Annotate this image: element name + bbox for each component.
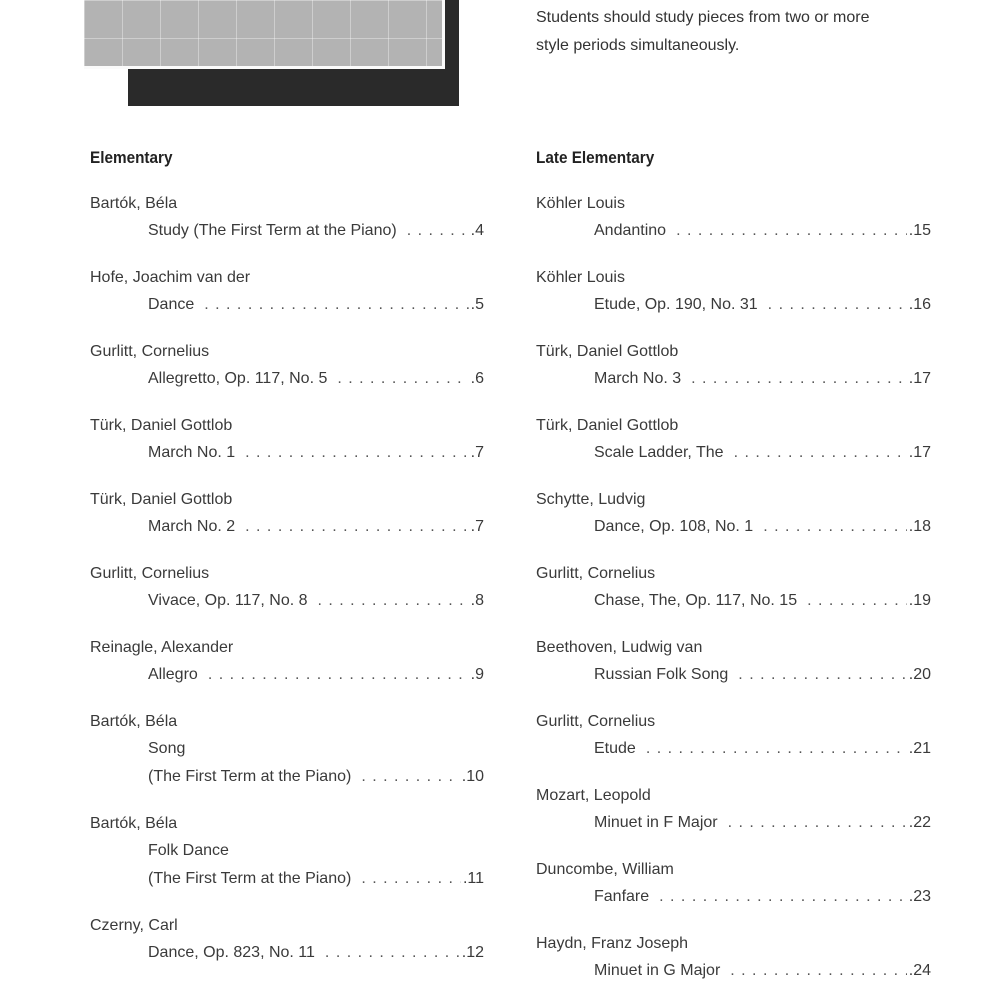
page-number: .5 [470, 296, 484, 313]
toc-entry[interactable] [536, 560, 931, 615]
toc-entry[interactable] [90, 486, 484, 541]
composer-name: Köhler Louis [536, 269, 625, 286]
toc-entry[interactable] [536, 930, 931, 985]
composer-name: Gurlitt, Cornelius [536, 713, 656, 730]
composer-name: Mozart, Leopold [536, 787, 651, 804]
intro-line: style periods simultaneously. [536, 37, 740, 54]
piece-line [536, 735, 931, 763]
toc-entry[interactable] [536, 782, 931, 837]
composer-name: Hofe, Joachim van der [90, 269, 251, 286]
piece-title: Allegro [148, 666, 198, 683]
dot-leader [691, 365, 907, 393]
dot-leader [728, 809, 907, 837]
dot-leader [361, 763, 459, 791]
toc-entry[interactable] [90, 264, 484, 319]
composer-name: Gurlitt, Cornelius [90, 565, 210, 582]
page-number: .21 [908, 740, 931, 757]
page-number: .8 [470, 592, 484, 609]
composer-name: Gurlitt, Cornelius [536, 565, 656, 582]
toc-entry[interactable] [536, 634, 931, 689]
piece-title: Etude, Op. 190, No. 31 [594, 296, 758, 313]
piece-title: March No. 3 [594, 370, 682, 387]
toc-entry[interactable] [536, 412, 931, 467]
dot-leader [325, 939, 460, 967]
piece-line [90, 217, 484, 245]
dot-leader [361, 865, 461, 893]
dot-leader [730, 957, 906, 985]
piece-title: Russian Folk Song [594, 666, 729, 683]
page-number: .7 [470, 444, 484, 461]
toc-entry[interactable] [90, 912, 484, 967]
composer-name: Bartók, Béla [90, 713, 178, 730]
composer-name: Gurlitt, Cornelius [90, 343, 210, 360]
piece-line [536, 439, 931, 467]
piece-line [536, 661, 931, 689]
toc-entry[interactable] [536, 264, 931, 319]
dot-leader [659, 883, 907, 911]
page-number: .20 [908, 666, 931, 683]
intro-line: Students should study pieces from two or more [536, 9, 870, 26]
page-number: .15 [908, 222, 931, 239]
piece-title: Vivace, Op. 117, No. 8 [148, 592, 308, 609]
piece-title: Andantino [594, 222, 667, 239]
dot-leader [646, 735, 907, 763]
piece-title: Dance, Op. 108, No. 1 [594, 518, 754, 535]
piece-title: Scale Ladder, The [594, 444, 724, 461]
piece-title: Chase, The, Op. 117, No. 15 [594, 592, 798, 609]
section-heading-elementary: Elementary [90, 148, 173, 167]
piece-line [536, 883, 931, 911]
composer-name: Beethoven, Ludwig van [536, 639, 703, 656]
page-number: .9 [470, 666, 484, 683]
dot-leader [676, 217, 907, 245]
elementary-column [90, 146, 484, 986]
piece-title: Allegretto, Op. 117, No. 5 [148, 370, 328, 387]
dot-leader [407, 217, 469, 245]
dot-leader [245, 439, 469, 467]
piece-subtitle: (The First Term at the Piano) [148, 768, 352, 785]
piece-line [90, 513, 484, 541]
toc-entry[interactable] [90, 338, 484, 393]
dot-leader [208, 661, 469, 689]
page-number: .22 [908, 814, 931, 831]
piece-title: Dance, Op. 823, No. 11 [148, 944, 315, 961]
piece-title: March No. 2 [148, 518, 236, 535]
piece-title: March No. 1 [148, 444, 236, 461]
late-elementary-column [536, 146, 931, 1004]
page-number: .12 [461, 944, 484, 961]
toc-entry[interactable] [536, 338, 931, 393]
page-number: .16 [908, 296, 931, 313]
toc-entry[interactable] [90, 560, 484, 615]
piece-line [536, 957, 931, 985]
dot-leader [807, 587, 907, 615]
composer-name: Reinagle, Alexander [90, 639, 234, 656]
composer-name: Bartók, Béla [90, 815, 178, 832]
dot-leader [734, 439, 907, 467]
page-number: .17 [908, 370, 931, 387]
toc-entry[interactable] [90, 810, 484, 893]
piece-title: Song [148, 740, 186, 757]
composer-name: Czerny, Carl [90, 917, 178, 934]
dot-leader [204, 291, 468, 319]
graphic-light-panel [84, 0, 445, 69]
piece-line [536, 217, 931, 245]
composer-name: Türk, Daniel Gottlob [536, 343, 679, 360]
piece-subtitle: (The First Term at the Piano) [148, 870, 352, 887]
decorative-graphic [84, 0, 484, 110]
piece-title: Fanfare [594, 888, 650, 905]
toc-entry[interactable] [536, 190, 931, 245]
dot-leader [768, 291, 907, 319]
piece-line [536, 587, 931, 615]
page-number: .24 [908, 962, 931, 979]
composer-name: Schytte, Ludvig [536, 491, 646, 508]
page-number: .7 [470, 518, 484, 535]
page-number: .11 [462, 870, 484, 887]
page-number: .18 [908, 518, 931, 535]
toc-entry[interactable] [536, 708, 931, 763]
piece-line [536, 365, 931, 393]
page-number: .23 [908, 888, 931, 905]
piece-line [90, 291, 484, 319]
section-heading-late-elementary: Late Elementary [536, 148, 655, 167]
piece-title: Etude [594, 740, 636, 757]
composer-name: Bartók, Béla [90, 195, 178, 212]
piece-line [90, 439, 484, 467]
page-number: .17 [908, 444, 931, 461]
page-number: .4 [470, 222, 484, 239]
piece-line [90, 365, 484, 393]
piece-title: Folk Dance [148, 842, 229, 859]
toc-entry[interactable] [90, 634, 484, 689]
dot-leader [738, 661, 906, 689]
composer-name: Türk, Daniel Gottlob [90, 417, 233, 434]
toc-entry[interactable] [536, 856, 931, 911]
piece-line [90, 763, 484, 791]
page-number: .19 [908, 592, 931, 609]
toc-entry[interactable] [536, 486, 931, 541]
piece-line [90, 939, 484, 967]
intro-text [536, 4, 956, 60]
piece-title: Study (The First Term at the Piano) [148, 222, 397, 239]
piece-line [536, 291, 931, 319]
toc-entry[interactable] [90, 190, 484, 245]
piece-title: Dance [148, 296, 195, 313]
piece-line [90, 587, 484, 615]
piece-line [90, 661, 484, 689]
piece-title: Minuet in G Major [594, 962, 721, 979]
page-number: .6 [470, 370, 484, 387]
toc-entry[interactable] [90, 708, 484, 791]
piece-line [536, 513, 931, 541]
piece-title: Minuet in F Major [594, 814, 718, 831]
dot-leader [337, 365, 468, 393]
toc-entry[interactable] [90, 412, 484, 467]
piece-line [90, 865, 484, 893]
composer-name: Haydn, Franz Joseph [536, 935, 689, 952]
composer-name: Köhler Louis [536, 195, 625, 212]
piece-line [536, 809, 931, 837]
composer-name: Duncombe, William [536, 861, 674, 878]
dot-leader [318, 587, 469, 615]
composer-name: Türk, Daniel Gottlob [536, 417, 679, 434]
page-number: .10 [461, 768, 484, 785]
dot-leader [245, 513, 469, 541]
dot-leader [763, 513, 907, 541]
composer-name: Türk, Daniel Gottlob [90, 491, 233, 508]
